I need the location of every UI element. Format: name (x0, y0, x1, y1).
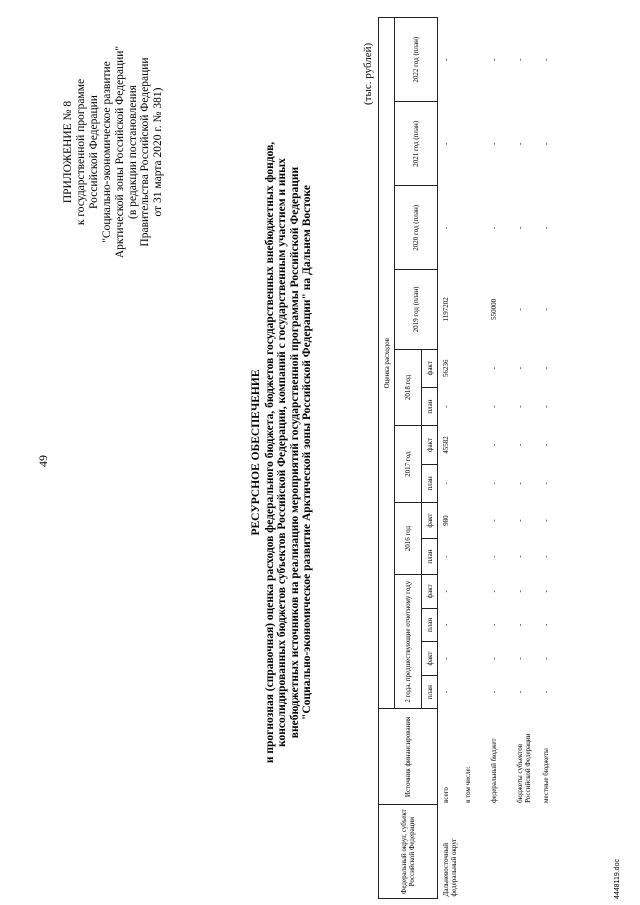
value-cell (464, 18, 490, 102)
value-cell: - (442, 226, 450, 230)
value-cell: - (541, 443, 550, 447)
value-cell: - (442, 690, 450, 694)
value-cell: - (489, 482, 498, 485)
appendix-line: от 31 марта 2020 г. № 381) (152, 87, 165, 217)
table-row (438, 18, 464, 899)
value-cell: - (515, 555, 524, 558)
appendix-line: Российской Федерации (87, 95, 100, 209)
value-cell: - (541, 405, 550, 408)
header-fact: факт (422, 503, 438, 539)
value-cell: 56236 (442, 359, 450, 377)
value-cell: - (442, 657, 450, 660)
value-cell: - (489, 142, 498, 146)
source-cell: в том числе: (463, 766, 472, 803)
value-cell: - (442, 482, 450, 485)
value-cell: 550000 (489, 298, 498, 320)
units-label: (тыс. рублей) (362, 42, 374, 105)
value-cell: - (541, 367, 550, 370)
page-number: 49 (36, 455, 50, 467)
value-cell: - (442, 58, 450, 61)
value-cell: - (515, 482, 524, 485)
value-cell: - (515, 308, 524, 311)
value-cell: - (541, 308, 550, 311)
value-cell (464, 349, 490, 387)
heading-line: и прогнозная (справочная) оценка расходов федерального бюджета, бюджетов государственных внебюджетных фондов, (263, 141, 276, 764)
value-cell: - (541, 690, 550, 694)
value-cell: - (515, 590, 524, 593)
header-period: 2018 год (395, 349, 422, 426)
appendix-line: ПРИЛОЖЕНИЕ № 8 (62, 100, 74, 204)
document-title: РЕСУРСНОЕ ОБЕСПЕЧЕНИЕ (250, 369, 262, 536)
header-fact: факт (422, 349, 438, 387)
header-plan: план (422, 464, 438, 502)
table-row (490, 18, 516, 899)
value-cell: - (541, 623, 550, 627)
source-cell: федеральный бюджет (489, 738, 498, 803)
source-cell: местные бюджеты (541, 748, 550, 803)
value-cell: - (515, 657, 524, 660)
appendix-line: к государственной программе (74, 78, 87, 226)
value-cell: - (489, 690, 498, 694)
value-cell: - (515, 405, 524, 408)
value-cell: - (515, 623, 524, 627)
value-cell: - (541, 657, 550, 660)
value-cell: - (541, 482, 550, 485)
value-cell: - (489, 226, 498, 230)
value-cell (464, 539, 490, 575)
header-fact: факт (422, 642, 438, 676)
appendix-line: Правительства Российской Федерации (139, 57, 152, 247)
value-cell (464, 642, 490, 676)
value-cell: - (489, 555, 498, 558)
value-cell: 980 (442, 515, 450, 526)
value-cell: - (489, 367, 498, 370)
table-row (516, 18, 542, 899)
value-cell: - (515, 367, 524, 370)
value-cell (464, 102, 490, 186)
value-cell (464, 387, 490, 425)
header-estimate: Оценка расходов (379, 18, 395, 709)
appendix-block (62, 7, 165, 297)
value-cell: - (442, 555, 450, 558)
header-period: 2 года, предшествующие отчетному году (395, 575, 422, 709)
value-cell (464, 675, 490, 709)
footer-filename: 4448119.doc (614, 859, 621, 899)
value-cell (464, 575, 490, 609)
heading-line: "Социально-экономическое развитие Арктической зоны Российской Федерации" на Дальнем Востоке (301, 185, 313, 720)
header-plan: план (422, 539, 438, 575)
value-cell (464, 503, 490, 539)
value-cell: - (515, 142, 524, 146)
value-cell: - (489, 405, 498, 408)
value-cell: - (515, 690, 524, 694)
value-cell (464, 426, 490, 464)
value-cell: - (442, 142, 450, 146)
table-row (542, 18, 568, 899)
value-cell: - (489, 443, 498, 447)
value-cell: - (541, 142, 550, 146)
value-cell: - (489, 657, 498, 660)
header-period: 2020 год (план) (395, 186, 438, 270)
table-row (464, 18, 490, 899)
value-cell (464, 186, 490, 270)
header-period: 2016 год (395, 503, 422, 575)
heading-line: внебюджетных источников на реализацию мероприятий государственной программы Российской Федерации (288, 166, 301, 739)
value-cell: - (442, 623, 450, 627)
document-heading (250, 120, 314, 785)
source-cell: бюджеты субъектов Российской Федерации (515, 733, 532, 803)
value-cell: - (541, 555, 550, 558)
header-period: 2017 год (395, 426, 422, 503)
value-cell: - (489, 590, 498, 593)
header-period: 2022 год (план) (395, 18, 438, 102)
header-district: Федеральный округ, субъект Российской Федерации (379, 805, 438, 899)
appendix-line: "Социально-экономическое развитие (100, 61, 113, 243)
table-body (438, 18, 568, 899)
value-cell: - (489, 58, 498, 61)
value-cell: - (541, 590, 550, 593)
resource-table (378, 17, 568, 899)
value-cell: - (442, 590, 450, 593)
value-cell: - (442, 405, 450, 408)
header-fact: факт (422, 426, 438, 464)
value-cell: - (541, 58, 550, 61)
appendix-line: (в редакции постановления (126, 85, 139, 219)
value-cell: - (515, 226, 524, 230)
value-cell (464, 270, 490, 349)
header-source: Источник финансирования (379, 709, 438, 805)
value-cell: - (515, 519, 524, 522)
value-cell: 1197202 (442, 297, 450, 322)
value-cell: - (515, 443, 524, 447)
header-period: 2021 год (план) (395, 102, 438, 186)
value-cell: 45582 (442, 436, 450, 454)
value-cell: - (489, 623, 498, 627)
value-cell (464, 464, 490, 502)
header-fact: факт (422, 575, 438, 609)
header-period: 2019 год (план) (395, 270, 438, 349)
heading-line: консолидированных бюджетов субъектов Российской Федерации, компаний с государственным участием и иных (276, 158, 288, 747)
header-plan: план (422, 675, 438, 709)
value-cell: - (489, 519, 498, 522)
resource-table-container (378, 17, 568, 899)
value-cell: - (515, 58, 524, 61)
value-cell: - (541, 226, 550, 230)
header-plan: план (422, 387, 438, 425)
appendix-line: Арктической зоны Российской Федерации" (113, 45, 126, 259)
district-cell: Дальневосточный федеральный округ (442, 838, 458, 897)
source-cell: всего (442, 787, 450, 803)
value-cell (464, 608, 490, 642)
value-cell: - (541, 519, 550, 522)
header-plan: план (422, 608, 438, 642)
